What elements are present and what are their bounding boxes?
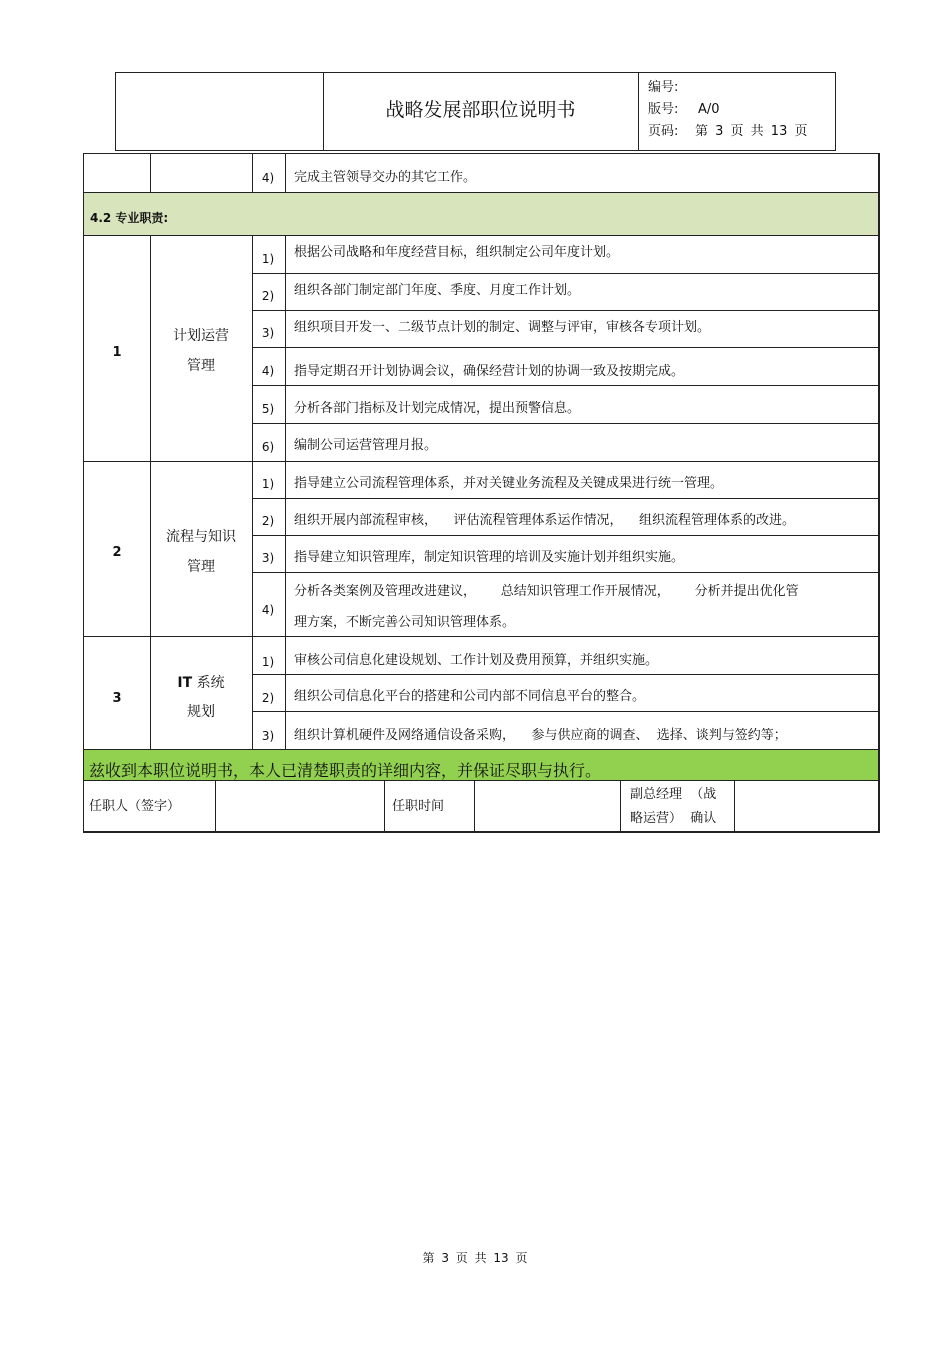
row-line [252, 711, 878, 712]
page-value: 第 3 页 共 13 页 [695, 124, 808, 139]
col-line-1-top [150, 153, 151, 192]
document-title: 战略发展部职位说明书 [385, 99, 576, 121]
duty-text: 编制公司运营管理月报。 [294, 438, 438, 453]
duty-text: 组织各部门制定部门年度、季度、月度工作计划。 [294, 283, 581, 298]
section-title: 4.2 专业职责: [90, 211, 169, 225]
row-line [252, 273, 878, 274]
group-name-bold: IT [177, 675, 193, 691]
item-number: 3) [261, 729, 275, 743]
row-line [252, 572, 878, 573]
duty-text: 指导建立知识管理库，制定知识管理的培训及实施计划并组织实施。 [294, 550, 685, 565]
group-name: 管理 [187, 559, 215, 575]
start-date-field[interactable] [475, 781, 620, 832]
row-line [252, 347, 878, 348]
item-number: 3) [261, 551, 275, 565]
duty-text: 分析各类案例及管理改进建议， 总结知识管理工作开展情况， 分析并提出优化管 [294, 584, 799, 599]
row-line [84, 192, 878, 193]
item-number: 2) [261, 514, 275, 528]
duty-text: 完成主管领导交办的其它工作。 [294, 170, 477, 185]
row-line [84, 749, 878, 750]
duty-text: 组织公司信息化平台的搭建和公司内部不同信息平台的整合。 [294, 689, 646, 704]
start-date-label: 任职时间 [392, 799, 445, 814]
item-number: 3) [261, 326, 275, 340]
group-name: 管理 [187, 358, 215, 374]
row-line [84, 636, 878, 637]
version-value: A/0 [698, 102, 720, 117]
group-index: 2 [112, 545, 122, 560]
group-name [150, 675, 252, 691]
group-index: 3 [112, 691, 122, 706]
approver-label: 副总经理 （战 [630, 787, 717, 802]
item-number: 4) [261, 364, 275, 378]
holder-signature-field[interactable] [216, 781, 384, 832]
item-number: 1) [261, 655, 275, 669]
item-number: 5) [261, 402, 275, 416]
duty-text: 组织计算机硬件及网络通信设备采购， 参与供应商的调查、 选择、谈判与签约等； [294, 728, 787, 743]
duty-text: 理方案，不断完善公司知识管理体系。 [294, 615, 516, 630]
group-name: 计划运营 [173, 328, 229, 344]
item-number: 2) [261, 289, 275, 303]
col-line-1 [150, 235, 151, 749]
col-line-3 [285, 235, 286, 749]
item-number: 4) [261, 171, 275, 185]
holder-signature-label: 任职人（签字） [89, 799, 181, 814]
col-line-3-top [285, 153, 286, 192]
code-label: 编号: [648, 80, 679, 95]
item-number: 6) [261, 440, 275, 454]
row-line [252, 535, 878, 536]
item-number: 1) [261, 252, 275, 266]
group-name-rest: 系统 [192, 675, 225, 691]
sig-line-4 [620, 780, 621, 833]
approver-signature-field[interactable] [735, 781, 878, 832]
row-line [252, 385, 878, 386]
row-line [252, 310, 878, 311]
group-name: 流程与知识 [166, 529, 236, 545]
confirmation-text: 兹收到本职位说明书，本人已清楚职责的详细内容，并保证尽职与执行。 [89, 761, 602, 780]
section-heading-bg [84, 192, 878, 235]
group-name: 规划 [187, 704, 215, 720]
item-number: 2) [261, 691, 275, 705]
col-line-2 [252, 235, 253, 749]
duty-text: 分析各部门指标及计划完成情况，提出预警信息。 [294, 401, 581, 416]
header-divider-right [638, 72, 639, 151]
page-label: 页码: [648, 124, 679, 139]
duty-text: 根据公司战略和年度经营目标，组织制定公司年度计划。 [294, 245, 620, 260]
duty-text: 指导建立公司流程管理体系，并对关键业务流程及关键成果进行统一管理。 [294, 476, 724, 491]
row-line [252, 423, 878, 424]
row-line [84, 461, 878, 462]
sig-line-2 [384, 780, 385, 833]
duty-text: 组织开展内部流程审核， 评估流程管理体系运作情况， 组织流程管理体系的改进。 [294, 513, 796, 528]
item-number: 4) [261, 603, 275, 617]
page-footer: 第 3 页 共 13 页 [422, 1251, 528, 1265]
group-index: 1 [112, 345, 122, 360]
duty-text: 指导定期召开计划协调会议，确保经营计划的协调一致及按期完成。 [294, 364, 685, 379]
duty-text: 审核公司信息化建设规划、工作计划及费用预算，并组织实施。 [294, 653, 659, 668]
duty-text: 组织项目开发一、二级节点计划的制定、调整与评审，审核各专项计划。 [294, 320, 711, 335]
item-number: 1) [261, 477, 275, 491]
version-label: 版号: [648, 102, 679, 117]
row-line [84, 235, 878, 236]
approver-label: 略运营） 确认 [630, 811, 717, 826]
row-line [252, 674, 878, 675]
row-line [252, 498, 878, 499]
